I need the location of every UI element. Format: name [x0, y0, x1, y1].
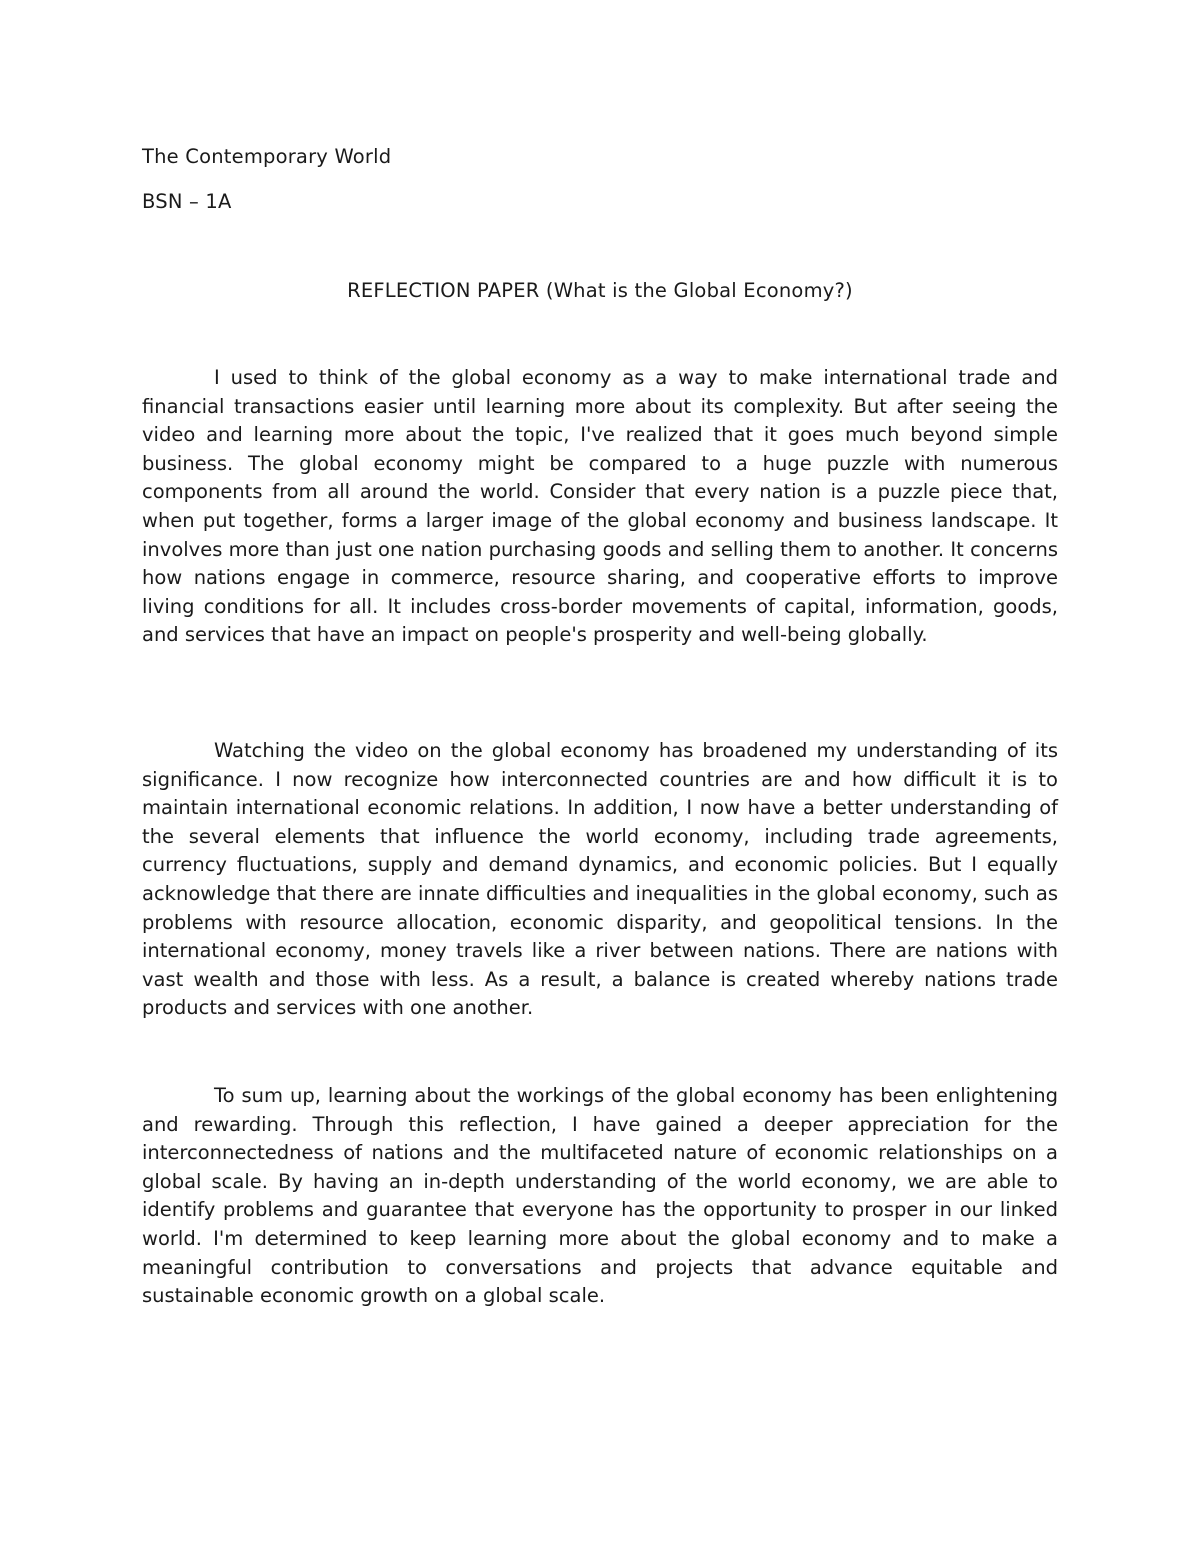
- paragraph-2: Watching the video on the global economy has broadened my understanding of its significance. I now recognize how interconnected countries are and how difficult it is to maintain international economic relations. In addition, I now have a better understanding of the several elements that influence the world economy, including trade agreements, currency fluctuations, supply and demand dynamics, and economic policies. But I equally acknowledge that there are innate difficulties and inequalities in the global economy, such as problems with resource allocation, economic disparity, and geopolitical tensions. In the international economy, money travels like a river between nations. There are nations with vast wealth and those with less. As a result, a balance is created whereby nations trade products and services with one another.: [142, 739, 1058, 1020]
- class-section: BSN – 1A: [142, 190, 232, 213]
- page-title: REFLECTION PAPER (What is the Global Economy?): [347, 279, 853, 302]
- course-name: The Contemporary World: [142, 145, 392, 168]
- paragraph-1: I used to think of the global economy as a way to make international trade and financial transactions easier until learning more about its complexity. But after seeing the video and learning more about the topic, I've realized that it goes much beyond simple business. The global economy might be compared to a huge puzzle with numerous components from all around the world. Consider that every nation is a puzzle piece that, when put together, forms a larger image of the global economy and business landscape. It involves more than just one nation purchasing goods and selling them to another. It concerns how nations engage in commerce, resource sharing, and cooperative efforts to improve living conditions for all. It includes cross-border movements of capital, information, goods, and services that have an impact on people's prosperity and well-being globally.: [142, 366, 1058, 647]
- paragraph-3: To sum up, learning about the workings of the global economy has been enlightening and rewarding. Through this reflection, I have gained a deeper appreciation for the interconnectedness of nations and the multifaceted nature of economic relationships on a global scale. By having an in-depth understanding of the world economy, we are able to identify problems and guarantee that everyone has the opportunity to prosper in our linked world. I'm determined to keep learning more about the global economy and to make a meaningful contribution to conversations and projects that advance equitable and sustainable economic growth on a global scale.: [142, 1084, 1058, 1308]
